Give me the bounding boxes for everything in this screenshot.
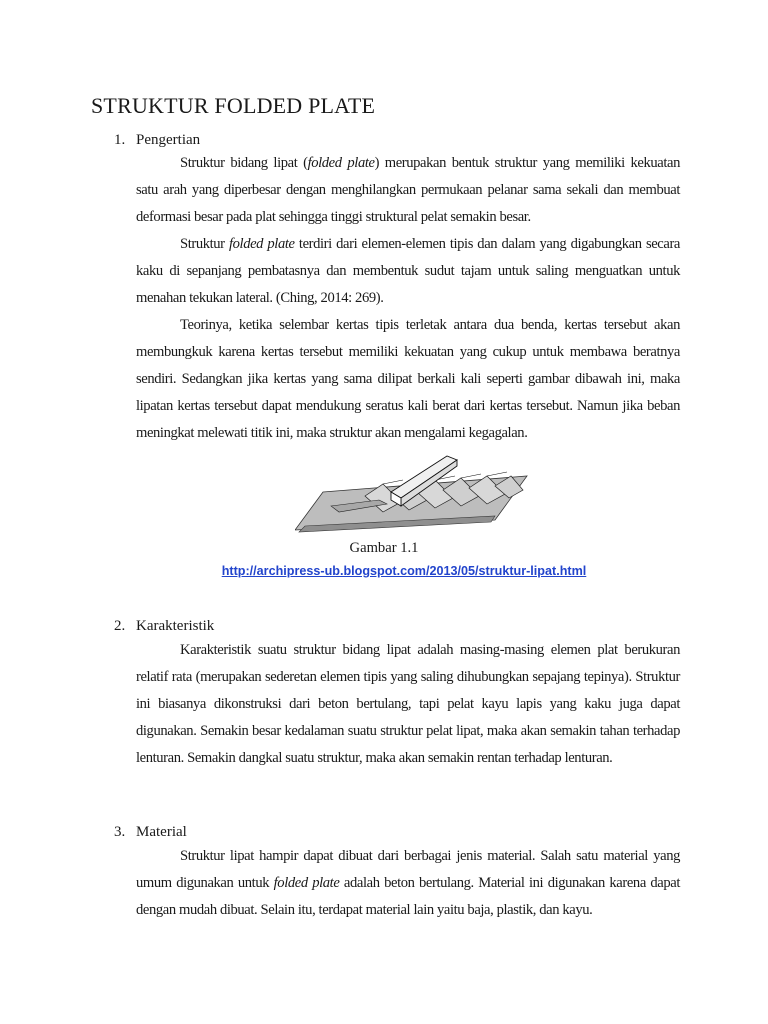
paragraph-theory: Teorinya, ketika selembar kertas tipis terletak antara dua benda, kertas tersebut akan membungkuk karena kertas tersebut memiliki kekuatan yang cukup untuk membawa beratnya sendiri. Sedangkan jika kertas yang sama dilipat berkali kali seperti gambar dibawah ini, maka lipatan kertas tersebut dapat mendukung seratus kali berat dari kertas tersebut. Namun jika beban meningkat melewati titik ini, maka struktur akan mengalami kegagalan. — [136, 317, 680, 441]
paragraph-material — [136, 843, 680, 924]
text-run: terdiri dari elemen-elemen tipis dan dalam yang digabungkan secara kaku di sepanjang pembatasnya dan membentuk sudut tajam untuk saling menguatkan untuk menahan tekukan lateral. (Ching, 2014: 269). — [136, 236, 680, 306]
figure-caption: Gambar 1.1 — [349, 540, 419, 556]
text-run: ) merupakan bentuk struktur yang memiliki kekuatan satu arah yang diperbesar dengan menghilangkan permukaan pelanar sama sekali dan membuat deformasi besar pada plat sehingga tinggi struktural pelat semakin besar. — [136, 155, 680, 225]
section-heading-karakteristik — [114, 618, 214, 635]
folded-plate-figure — [295, 450, 531, 534]
text-run: Struktur lipat hampir dapat dibuat dari berbagai jenis material. Salah satu material yang umum digunakan untuk — [136, 848, 680, 891]
section-number: 1. — [114, 132, 126, 148]
paragraph-definition-2 — [136, 231, 680, 312]
section-number: 3. — [114, 824, 126, 840]
text-run: adalah beton bertulang. Material ini digunakan karena dapat dengan mudah dibuat. Selain itu, terdapat material lain yaitu baja, plastik, dan kayu. — [136, 875, 680, 918]
italic-term: folded plate — [273, 875, 340, 891]
text-run: Struktur bidang lipat ( — [180, 155, 308, 171]
italic-term: folded plate — [307, 155, 375, 171]
section-heading-pengertian — [114, 132, 200, 149]
italic-term: folded plate — [228, 236, 295, 252]
section-heading-material — [114, 824, 187, 841]
paragraph-definition-1 — [136, 150, 680, 231]
document-title: STRUKTUR FOLDED PLATE — [91, 93, 376, 118]
section-title: Material — [136, 824, 187, 840]
section-title: Pengertian — [136, 132, 201, 148]
section-number: 2. — [114, 618, 126, 634]
figure-source-link[interactable]: http://archipress-ub.blogspot.com/2013/05/struktur-lipat.html — [221, 564, 587, 578]
section-title: Karakteristik — [136, 618, 215, 634]
paragraph-characteristics: Karakteristik suatu struktur bidang lipat adalah masing-masing elemen plat berukuran relatif rata (merupakan sederetan elemen tipis yang saling dihubungkan sepajang tepinya). Struktur ini biasanya dikonstruksi dari beton bertulang, tapi pelat kayu lapis yang kaku juga dapat digunakan. Semakin besar kedalaman suatu struktur pelat lipat, maka akan semakin tahan terhadap lenturan. Semakin dangkal suatu struktur, maka akan semakin rentan terhadap lenturan. — [136, 642, 680, 766]
text-run: Struktur — [180, 236, 229, 252]
